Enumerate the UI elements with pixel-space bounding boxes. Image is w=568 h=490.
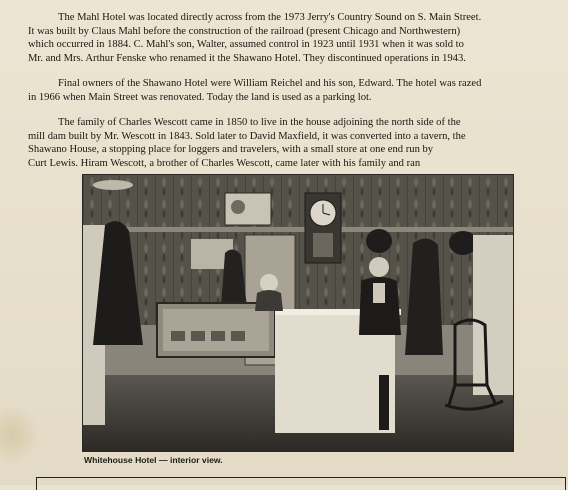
- photo-caption: Whitehouse Hotel — interior view.: [84, 455, 223, 465]
- paragraph-mahl-hotel: [28, 11, 560, 65]
- historic-interior-photo: [82, 174, 514, 452]
- photo-illustration: [83, 175, 513, 451]
- text-line: Curt Lewis. Hiram Wescott, a brother of Charles Wescott, came later with his family and ran: [28, 157, 421, 169]
- text-line: Mr. and Mrs. Arthur Fenske who renamed it the Shawano Hotel. They discontinued operations in 1943.: [28, 52, 466, 64]
- text-line: Final owners of the Shawano Hotel were William Reichel and his son, Edward. The hotel was razed: [58, 78, 482, 89]
- text-line: in 1966 when Main Street was renovated. Today the land is used as a parking lot.: [28, 91, 372, 103]
- text-line: Shawano House, a stopping place for loggers and travelers, with a small store at one end run by: [28, 144, 434, 156]
- text-line: The Mahl Hotel was located directly across from the 1973 Jerry's Country Sound on S. Main Street.: [58, 12, 482, 23]
- paper-stain: [0, 405, 40, 465]
- bottom-frame: [36, 477, 566, 490]
- text-line: It was built by Claus Mahl before the construction of the railroad (present Chicago and Northwestern): [28, 25, 461, 37]
- text-line: mill dam built by Mr. Wescott in 1843. Sold later to David Maxfield, it was converted into a tavern, the: [28, 130, 466, 142]
- paragraph-shawano-hotel: [28, 77, 560, 104]
- text-line: which occurred in 1884. C. Mahl's son, Walter, assumed control in 1923 until 1931 when it was sold to: [28, 39, 464, 51]
- text-line: The family of Charles Wescott came in 1850 to live in the house adjoining the north side of the: [58, 117, 461, 128]
- paragraph-wescott-family: [28, 116, 560, 170]
